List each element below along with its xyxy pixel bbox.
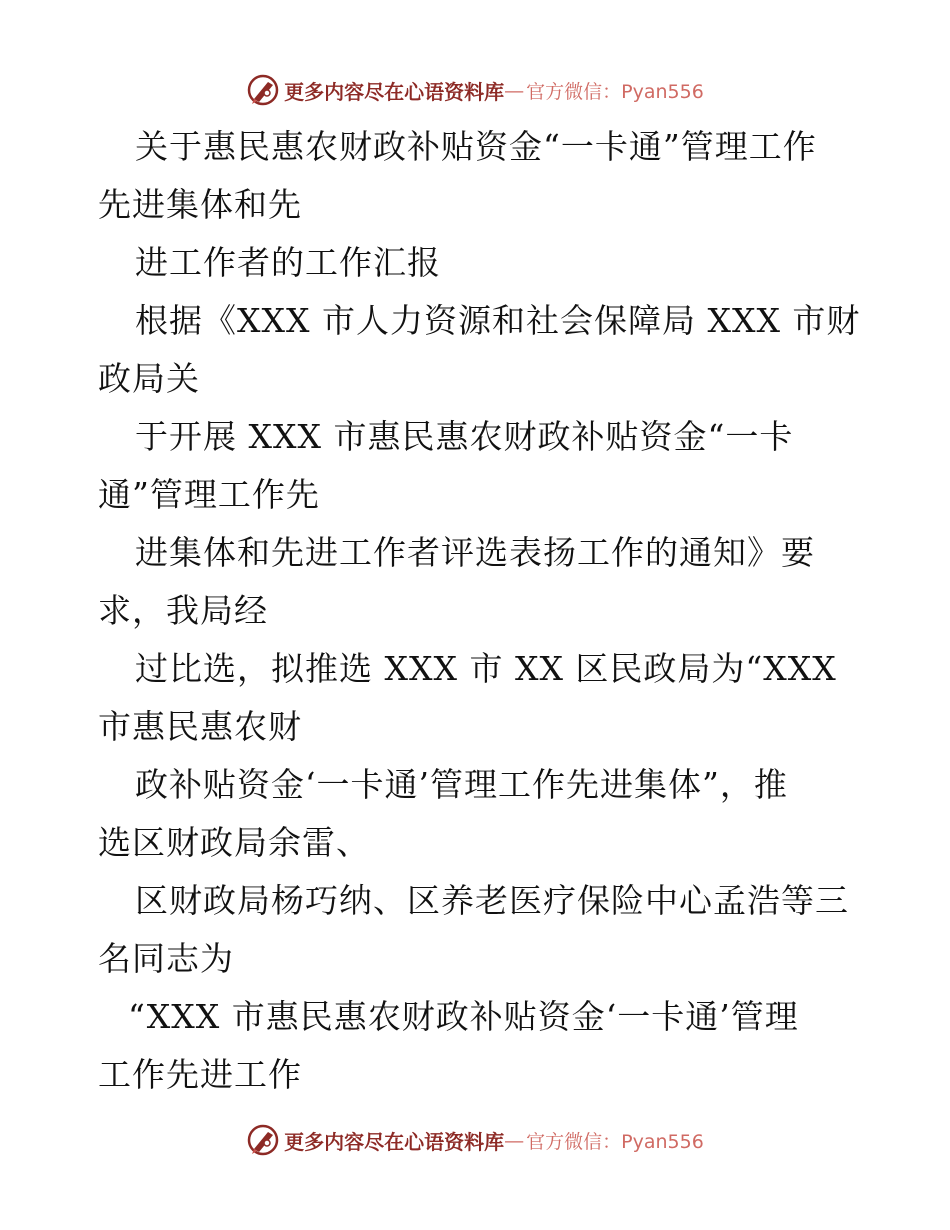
- body-line: 进集体和先进工作者评选表扬工作的通知》要: [135, 533, 815, 572]
- body-line: 市惠民惠农财: [98, 707, 302, 746]
- pen-logo-icon: [246, 73, 280, 107]
- watermark-wechat-text: 官方微信：Pyan556: [526, 1130, 704, 1153]
- body-line: 根据《XXX 市人力资源和社会保障局 XXX 市财: [135, 301, 861, 340]
- footer-watermark-banner: [0, 1122, 950, 1158]
- body-line: 求，我局经: [98, 591, 268, 630]
- body-line: 区财政局杨巧纳、区养老医疗保险中心孟浩等三: [135, 881, 849, 920]
- body-line: 于开展 XXX 市惠民惠农财政补贴资金“一卡: [135, 417, 794, 456]
- header-watermark-banner: [0, 72, 950, 108]
- document-body: [98, 118, 878, 1104]
- body-line: 通”管理工作先: [98, 475, 320, 514]
- body-line: 关于惠民惠农财政补贴资金“一卡通”管理工作: [135, 127, 817, 166]
- watermark-dash: —: [504, 78, 525, 102]
- watermark-main-text: 更多内容尽在心语资料库: [284, 79, 505, 104]
- body-line: 政局关: [98, 359, 200, 398]
- watermark-main-text: 更多内容尽在心语资料库: [284, 1129, 505, 1154]
- body-line: 名同志为: [98, 939, 234, 978]
- body-line: 政补贴资金‘一卡通’管理工作先进集体”，推: [135, 765, 788, 804]
- watermark-wechat-text: 官方微信：Pyan556: [526, 80, 704, 103]
- body-line: “XXX 市惠民惠农财政补贴资金‘一卡通’管理: [128, 997, 799, 1036]
- watermark-dash: —: [504, 1128, 525, 1152]
- body-line: 进工作者的工作汇报: [135, 243, 441, 282]
- body-line: 过比选，拟推选 XXX 市 XX 区民政局为“XXX: [135, 649, 837, 688]
- pen-logo-icon: [246, 1123, 280, 1157]
- body-line: 先进集体和先: [98, 185, 302, 224]
- body-line: 选区财政局余雷、: [98, 823, 370, 862]
- body-line: 工作先进工作: [98, 1055, 302, 1094]
